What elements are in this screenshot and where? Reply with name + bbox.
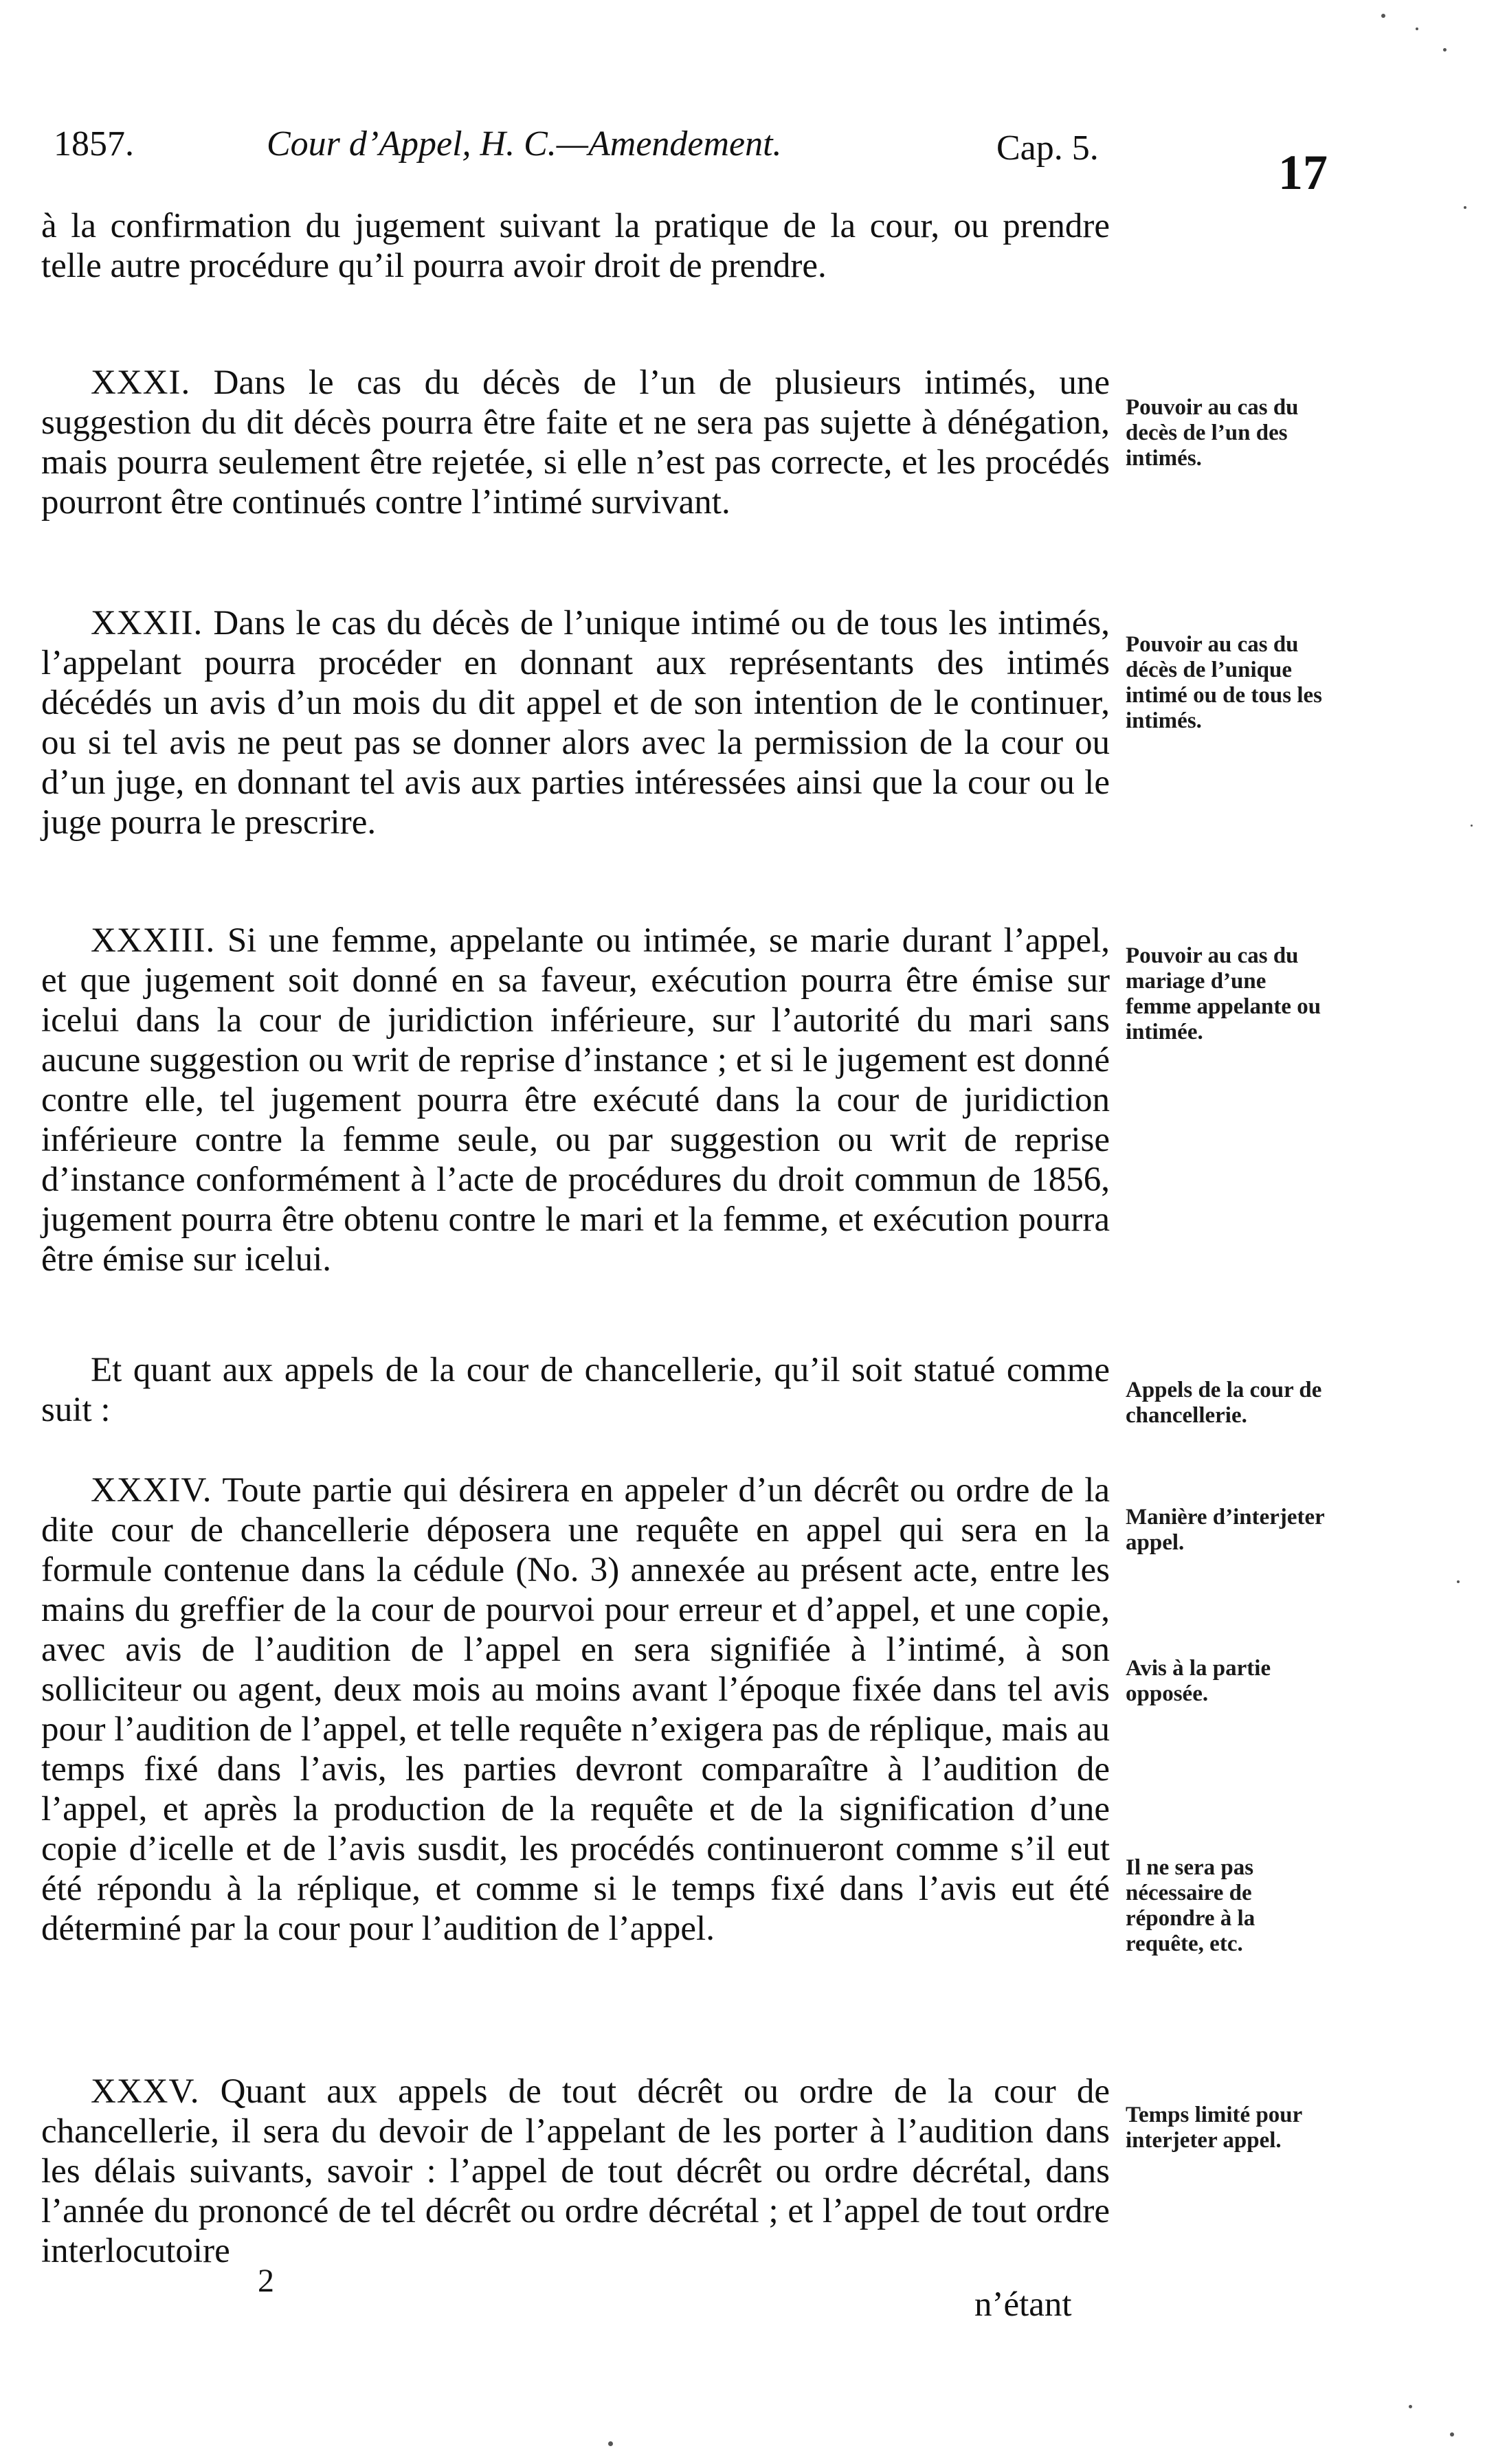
section-35-text: Quant aux appels de tout décrêt ou ordre de la cour de chancellerie, il sera du devoir de l’appelant de les porter à l’audition dans les délais suivants, savoir : l’appel de tout décrêt ou ordre décrétal, dans l’année du prononcé de tel décrêt ou ordre décrétal ; et l’appel de tout ordre interlocutoire xyxy=(41,2072,1110,2270)
margin-note-33: Pouvoir au cas du mariage d’une femme appelante ou intimée. xyxy=(1126,943,1321,1044)
chancery-intro-text: Et quant aux appels de la cour de chancellerie, qu’il soit statué comme suit : xyxy=(41,1351,1110,1429)
header-chapter: Cap. 5. xyxy=(996,128,1099,168)
margin-note-chancery: Appels de la cour de chancellerie. xyxy=(1126,1378,1322,1428)
margin-note-31: Pouvoir au cas du decès de l’un des intimés. xyxy=(1126,395,1299,471)
section-35 xyxy=(41,2072,1110,2271)
signature-mark: 2 xyxy=(258,2263,274,2299)
scan-speck xyxy=(1416,27,1418,30)
section-32-number: XXXII. xyxy=(91,604,203,642)
section-31 xyxy=(41,363,1110,522)
scan-speck xyxy=(1409,2405,1412,2408)
section-33 xyxy=(41,921,1110,1279)
scan-speck xyxy=(1381,14,1385,18)
section-34-text: Toute partie qui désirera en appeler d’un décrêt ou ordre de la dite cour de chancellerie déposera une requête en appel qui sera en la formule contenue dans la cédule (No. 3) annexée au présent acte, entre les mains du greffier de la cour de pourvoi pour erreur et d’appel, et une copie, avec avis de l’audition de l’appel en sera signifiée à l’intimé, à son solliciteur ou agent, deux mois au moins avant l’époque fixée dans tel avis pour l’audition de l’appel, et telle requête n’exigera pas de réplique, mais au temps fixé dans l’avis, les parties devront comparaître à l’audition de l’appel, et après la production de la requête et de la signification d’une copie d’icelle et de l’avis susdit, les procédés continueront comme s’il eut été répondu à la réplique, et comme si le temps fixé dans l’avis eut été déterminé par la cour pour l’audition de l’appel. xyxy=(41,1471,1110,1948)
header-year: 1857. xyxy=(54,124,134,164)
section-33-number: XXXIII. xyxy=(91,921,216,960)
margin-note-32: Pouvoir au cas du décès de l’unique intimé ou de tous les intimés. xyxy=(1126,632,1323,733)
section-33-text: Si une femme, appelante ou intimée, se marie durant l’appel, et que jugement soit donné en sa faveur, exécution pourra être émise sur icelui dans la cour de juridiction inférieure, sur l’autorité du mari sans aucune suggestion ou writ de reprise d’instance ; et si le jugement est donné contre elle, tel jugement pourra être exécuté dans la cour de juridiction inférieure contre la femme seule, ou par suggestion ou writ de reprise d’instance conformément à l’acte de procédures du droit commun de 1856, jugement pourra être obtenu contre le mari et la femme, et exécution pourra être émise sur icelui. xyxy=(41,921,1110,1279)
section-32-text: Dans le cas du décès de l’unique intimé ou de tous les intimés, l’appelant pourra procéder en donnant aux représentants des intimés décédés un avis d’un mois du dit appel et de son intention de le continuer, ou si tel avis ne peut pas se donner alors avec la permission de la cour ou d’un juge, en donnant tel avis aux parties intéressées ainsi que la cour ou le juge pourra le prescrire. xyxy=(41,604,1110,842)
margin-note-34-notice: Avis à la partie opposée. xyxy=(1126,1656,1271,1706)
margin-note-34-reply: Il ne sera pas nécessaire de répondre à la requête, etc. xyxy=(1126,1855,1255,1956)
section-34-number: XXXIV. xyxy=(91,1471,212,1510)
section-34 xyxy=(41,1470,1110,1949)
scan-speck xyxy=(1450,2432,1454,2437)
running-header xyxy=(48,117,1340,200)
header-title: Cour d’Appel, H. C.—Amendement. xyxy=(267,124,782,164)
scan-speck xyxy=(608,2441,613,2446)
margin-note-34-manner: Manière d’interjeter appel. xyxy=(1126,1505,1325,1555)
scan-speck xyxy=(1471,825,1473,827)
margin-note-35: Temps limité pour interjeter appel. xyxy=(1126,2103,1302,2153)
section-31-text: Dans le cas du décès de l’un de plusieurs intimés, une suggestion du dit décès pourra être faite et ne sera pas sujette à dénégation, mais pourra seulement être rejetée, si elle n’est pas correcte, et les procédés pourront être continués contre l’intimé survivant. xyxy=(41,363,1110,522)
scan-speck xyxy=(1443,48,1447,52)
opening-paragraph xyxy=(41,206,1110,286)
section-32 xyxy=(41,603,1110,842)
chancery-intro xyxy=(41,1350,1110,1430)
scan-speck xyxy=(1464,206,1466,209)
opening-text: à la confirmation du jugement suivant la pratique de la cour, ou prendre telle autre procédure qu’il pourra avoir droit de prendre. xyxy=(41,207,1110,285)
page-number: 17 xyxy=(1278,145,1328,200)
section-31-number: XXXI. xyxy=(91,363,191,402)
scan-speck xyxy=(1457,1580,1460,1583)
section-35-number: XXXV. xyxy=(91,2072,200,2111)
catchword: n’étant xyxy=(974,2285,1072,2324)
